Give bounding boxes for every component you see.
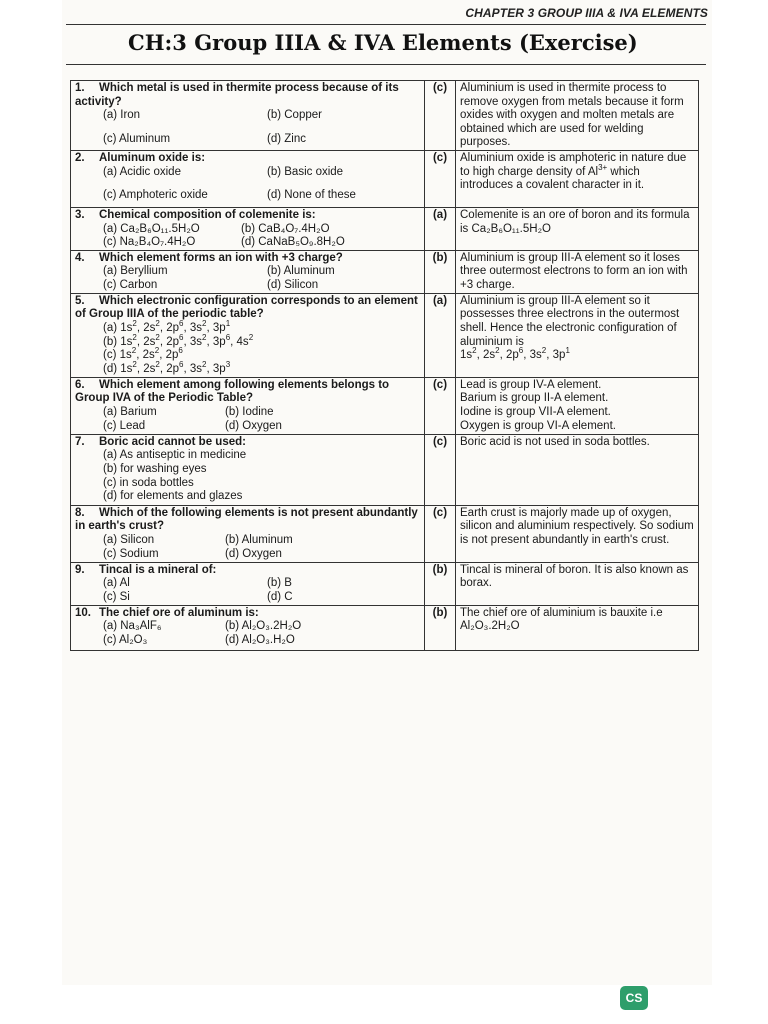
answer-cell: (c) [425, 377, 456, 434]
answer-cell: (b) [425, 250, 456, 293]
question-cell: 4. Which element forms an ion with +3 charge? (a) Beryllium (b) Aluminum (c) Carbon (d) Silicon [71, 250, 425, 293]
explanation-cell: Colemenite is an ore of boron and its formula is Ca₂B₆O₁₁.5H₂O [456, 208, 699, 251]
question-text: Which metal is used in thermite process because of its activity? [75, 82, 399, 108]
question-text: Which element forms an ion with +3 charge? [99, 251, 343, 264]
explanation-cell: Tincal is mineral of boron. It is also known as borax. [456, 562, 699, 605]
question-text: The chief ore of aluminum is: [99, 606, 259, 619]
table-row [71, 377, 699, 434]
question-text: Which electronic configuration corresponds to an element of Group IIIA of the periodic table? [75, 294, 418, 321]
table-row [71, 434, 699, 505]
question-text: Which element among following elements belongs to Group IVA of the Periodic Table? [75, 378, 390, 405]
answer-cell: (c) [425, 151, 456, 208]
table-row [71, 151, 699, 208]
answer-cell: (b) [425, 605, 456, 650]
chapter-heading: CHAPTER 3 GROUP IIIA & IVA ELEMENTS [465, 6, 708, 20]
explanation-cell: Aluminium is group III-A element so it loses three outermost electrons to form an ion with +3 charge. [456, 250, 699, 293]
table-row [71, 81, 699, 151]
explanation-cell: The chief ore of aluminium is bauxite i.e Al₂O₃.2H₂O [456, 605, 699, 650]
question-text: Chemical composition of colemenite is: [99, 209, 316, 221]
explanation-cell: Aluminium is used in thermite process to remove oxygen from metals because it form oxides with oxygen and molten metals are obtained which are used for welding purposes. [456, 81, 699, 151]
question-cell: 2. Aluminum oxide is: (a) Acidic oxide (b) Basic oxide (c) Amphoteric oxide (d) None of these [71, 151, 425, 208]
answer-cell: (b) [425, 562, 456, 605]
question-cell: 6. Which element among following elements belongs to Group IVA of the Periodic Table? (a) Barium (b) Iodine (c) Lead (d) Oxygen [71, 377, 425, 434]
table-row [71, 208, 699, 251]
table-row [71, 605, 699, 650]
explanation-cell: Aluminium is group III-A element so it possesses three electrons in the outermost shell. Hence the electronic configuration of aluminium is $1s^2$, $2s^2$, $2p^6$, $3s^2$, $3p^1$ [456, 293, 699, 377]
answer-cell: (c) [425, 434, 456, 505]
question-cell: 9. Tincal is a mineral of: (a) Al (b) B (c) Si (d) C [71, 562, 425, 605]
config-option: (c) $1s^2$, $2s^2$, $2p^6$ [103, 346, 183, 362]
question-cell: 10. The chief ore of aluminum is: (a) Na₃AlF₆ (b) Al₂O₃.2H₂O (c) Al₂O₃ (d) Al₂O₃.H₂O [71, 605, 425, 650]
header-rule [66, 24, 706, 25]
question-text: Which of the following elements is not present abundantly in earth's crust? [75, 506, 418, 533]
config-option: (a) $1s^2$, $2s^2$, $2p^6$, $3s^2$, $3p^1$ [103, 319, 231, 334]
camscanner-logo: CS [620, 986, 648, 1010]
title-rule [66, 64, 706, 65]
question-cell: 7. Boric acid cannot be used: (a) As antiseptic in medicine (b) for washing eyes (c) in soda bottles (d) for elements and glazes [71, 434, 425, 505]
answer-cell: (c) [425, 505, 456, 562]
config-option: (b) $1s^2$, $2s^2$, $2p^6$, $3s^2$, $3p^6$, $4s^2$ [103, 332, 254, 348]
config-option: (d) $1s^2$, $2s^2$, $2p^6$, $3s^2$, $3p^3$ [103, 359, 231, 375]
question-cell: 1. Which metal is used in thermite process because of its activity? (a) Iron (b) Copper (c) Aluminum (d) Zinc [71, 81, 425, 151]
table-row [71, 293, 699, 377]
config-answer: $1s^2$, $2s^2$, $2p^6$, $3s^2$, $3p^1$ [460, 346, 570, 362]
explanation-cell: Aluminium oxide is amphoteric in nature due to high charge density of $Al^{3+}$ which introduces a covalent character in it. [456, 151, 699, 208]
question-cell: 8. Which of the following elements is not present abundantly in earth's crust? (a) Silicon (b) Aluminum (c) Sodium (d) Oxygen [71, 505, 425, 562]
answer-cell: (a) [425, 293, 456, 377]
answer-cell: (c) [425, 81, 456, 151]
exercise-table [70, 80, 699, 651]
answer-cell: (a) [425, 208, 456, 251]
page-title: CH:3 Group IIIA & IVA Elements (Exercise) [128, 30, 638, 55]
explanation-cell: Boric acid is not used in soda bottles. [456, 434, 699, 505]
question-text: Aluminum oxide is: [99, 152, 206, 164]
question-text: Tincal is a mineral of: [99, 563, 217, 576]
table-row [71, 505, 699, 562]
question-cell: 3. Chemical composition of colemenite is: (a) Ca₂B₆O₁₁.5H₂O (b) CaB₄O₇.4H₂O (c) Na₂B₄O₇.4H₂O (d) CaNaB₅O₉.8H₂O [71, 208, 425, 251]
question-cell: 5. Which electronic configuration corresponds to an element of Group IIIA of the periodic table? (a) $1s^2$, $2s^2$, $2p^6$, $3s^2$, $3p^1$ (b) $1s^2$, $2s^2$, $2p^6$, $3s^2$, $3p^6$, $4s^2$ (c) $1s^2$, $2s^2$, $2p^6$ (d) $1s^2$, $2s^2$, $2p^6$, $3s^2$, $3p^3$ [71, 293, 425, 377]
explanation-cell: Earth crust is majorly made up of oxygen, silicon and aluminium respectively. So sodium is not present abundantly in earth's crust. [456, 505, 699, 562]
table-row [71, 562, 699, 605]
explanation-cell: Lead is group IV-A element. Barium is group II-A element. Iodine is group VII-A element. Oxygen is group VI-A element. [456, 377, 699, 434]
question-text: Boric acid cannot be used: [99, 435, 246, 448]
table-row [71, 250, 699, 293]
